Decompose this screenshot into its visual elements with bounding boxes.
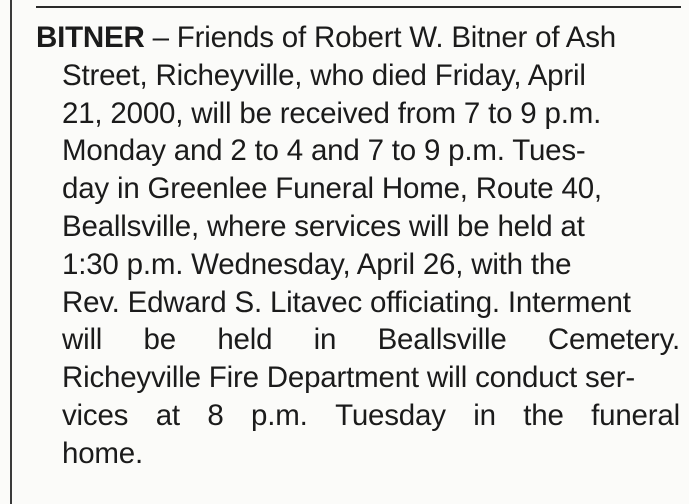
notice-line [36,19,686,57]
notice-word: p.m. [251,398,308,432]
notice-word: in [473,398,496,432]
notice-word: at [155,398,180,432]
notice-line [62,321,680,359]
notice-word: in [313,323,337,357]
notice-line: day in Greenlee Funeral Home, Route 40, [62,172,602,206]
obituary-notice [36,19,686,473]
column-rule-left [10,0,12,504]
notice-line: home. [62,436,143,470]
deceased-surname: BITNER [36,21,145,54]
notice-line-text: – Friends of Robert W. Bitner of Ash [144,21,616,54]
notice-word: will [62,323,103,357]
notice-word: Beallsville [377,323,507,357]
notice-line: Monday and 2 to 4 and 7 to 9 p.m. Tues- [62,134,586,168]
notice-word: Tuesday [335,398,446,432]
notice-word: funeral [591,398,680,432]
notice-line [62,397,680,435]
column-rule-top [36,6,681,8]
notice-line: Richeyville Fire Department will conduct ser- [62,361,635,395]
notice-line: Beallsville, where services will be held at [62,209,585,243]
notice-word: vices [62,398,129,432]
notice-word: be [143,323,176,357]
notice-line: Street, Richeyville, who died Friday, April [62,58,586,92]
notice-word: Cemetery. [547,323,680,357]
notice-word: the [523,398,564,432]
notice-word: held [217,323,273,357]
notice-word: 8 [207,398,224,432]
notice-line: Rev. Edward S. Litavec officiating. Interment [62,285,631,319]
notice-line: 21, 2000, will be received from 7 to 9 p.m. [62,96,602,130]
notice-line: 1:30 p.m. Wednesday, April 26, with the [62,247,572,281]
